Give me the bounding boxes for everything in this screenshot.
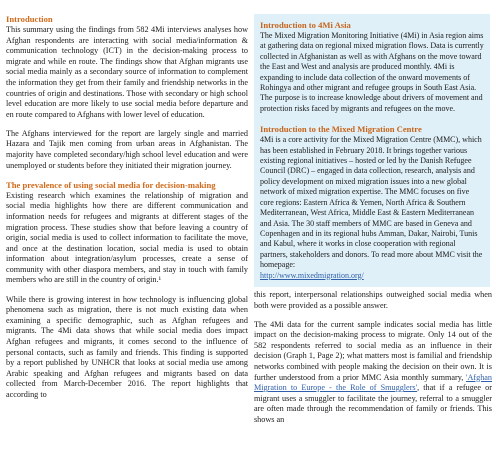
box-4mi-text: The Mixed Migration Monitoring Initiative (4Mi) in Asia region aims at gathering data on regional mixed migration flows. Data is currently collected in Afghanistan as well as with Afghans on the move toward the East and West and analysis are produced monthly. 4Mi is expanding to include data collection of the onward movements of Rohingya and other migrant and refugee groups in South East Asia. The purpose is to increase knowledge about drivers of movement and protection risks faced by migrants and refugees on the move.: [260, 31, 484, 113]
smugglers-summary-link[interactable]: 'Afghan Migration to Europe - the Role of Smugglers': [254, 372, 493, 393]
prevalence-heading: The prevalence of using social media for decision-making: [6, 179, 216, 190]
box-mmc-text: 4Mi is a core activity for the Mixed Migration Centre (MMC), which has been established in February 2018. It brings together various existing regional initiatives – hosted or led by the Danish Refugee Council (DRC) – engaged in data collection, research, analysis and policy development on mixed migration issues into a new global network of mixed migration expertise. The MMC focuses on five core regions: Eastern Africa & Yemen, North Africa & Southern Mediterranean, West Africa, Middle East & Eastern Mediterranean and Asia. The 30 staff members of MMC are based in Geneva and Copenhagen and in its regional hubs Amman, Dakar, Nairobi, Tunis and Kabul, where it works in close cooperation with regional partners, stakeholders and donors. To read more about MMC visit the homepage:: [260, 135, 483, 270]
prevalence-paragraph-1: Existing research which examines the relationship of migration and social media highlights how there are different communication and information needs for refugees and migrants at different stages of the migration process. These studies show that before leaving a country of origin, social media is used to collect information to facilitate the move, and once at the destination location, social media is used to obtain information about integration/asylum processes, create a sense of community with other diaspora members, and stay in touch with family members who are still in the country of origin.¹: [6, 190, 248, 285]
intro-paragraph-1: This summary using the findings from 582 4Mi interviews analyses how Afghan respondents are interacting with social media/information & communication technology (ICT) in the decision-making process to migrate and while en route. The findings show that Afghan migrants use social media mainly as a secondary source of information to complement the information they get from their family and friendship networks in the countries of origin and destinations. Those with secondary or high school level education are more likely to use social media before departure and en route compared to Afghans with lower level of education.: [6, 25, 248, 119]
intro-heading: Introduction: [6, 14, 53, 24]
mmc-homepage-link[interactable]: http://www.mixedmigration.org/: [260, 270, 364, 280]
data-findings-paragraph: [254, 320, 492, 426]
data-findings-text: The 4Mi data for the current sample indicates social media has little impact on the decision-making process to migrate. Only 14 out of the 582 respondents referred to social media as an influence in their decision (Graph 1, Page 2); what matters most is familial and friendship networks combined with people making the decision on their own. It is further understood from a prior MMC Asia monthly summary,: [254, 319, 492, 382]
prevalence-paragraph-2: While there is growing interest in how technology is influencing global phenomena such as migration, there is not much existing data when examining a specific demographic, such as Afghan refugees and migrants. The 4Mi data shows that while social media does impact Afghan refugees and migrants, it comes second to the influence of personal contacts, such as family and friends. This finding is supported by a report published by UNHCR that looks at social media use among Arabic speaking and Afghan refugees and migrants based on data collected from March-December 2016. The report highlights that according to: [6, 294, 248, 399]
data-findings-tail: , that if a refugee or migrant uses a smuggler to facilitate the journey, referral to a smuggler are often made through the recommendation of family or friends. This shows an: [254, 383, 492, 424]
info-box: [254, 14, 490, 287]
box-mmc-heading: Introduction to the Mixed Migration Centre: [260, 124, 422, 135]
right-column: [254, 14, 492, 426]
continued-paragraph: this report, interpersonal relationships outweighed social media when both were provided as a possible answer.: [254, 289, 492, 310]
intro-paragraph-2: The Afghans interviewed for the report are largely single and married Hazara and Tajik men coming from urban areas in Afghanistan. The majority have completed secondary/high school level education and were unemployed or students before they initiated their migration journey.: [6, 128, 248, 170]
box-4mi-heading: Introduction to 4Mi Asia: [260, 20, 351, 30]
left-column: [6, 14, 248, 401]
